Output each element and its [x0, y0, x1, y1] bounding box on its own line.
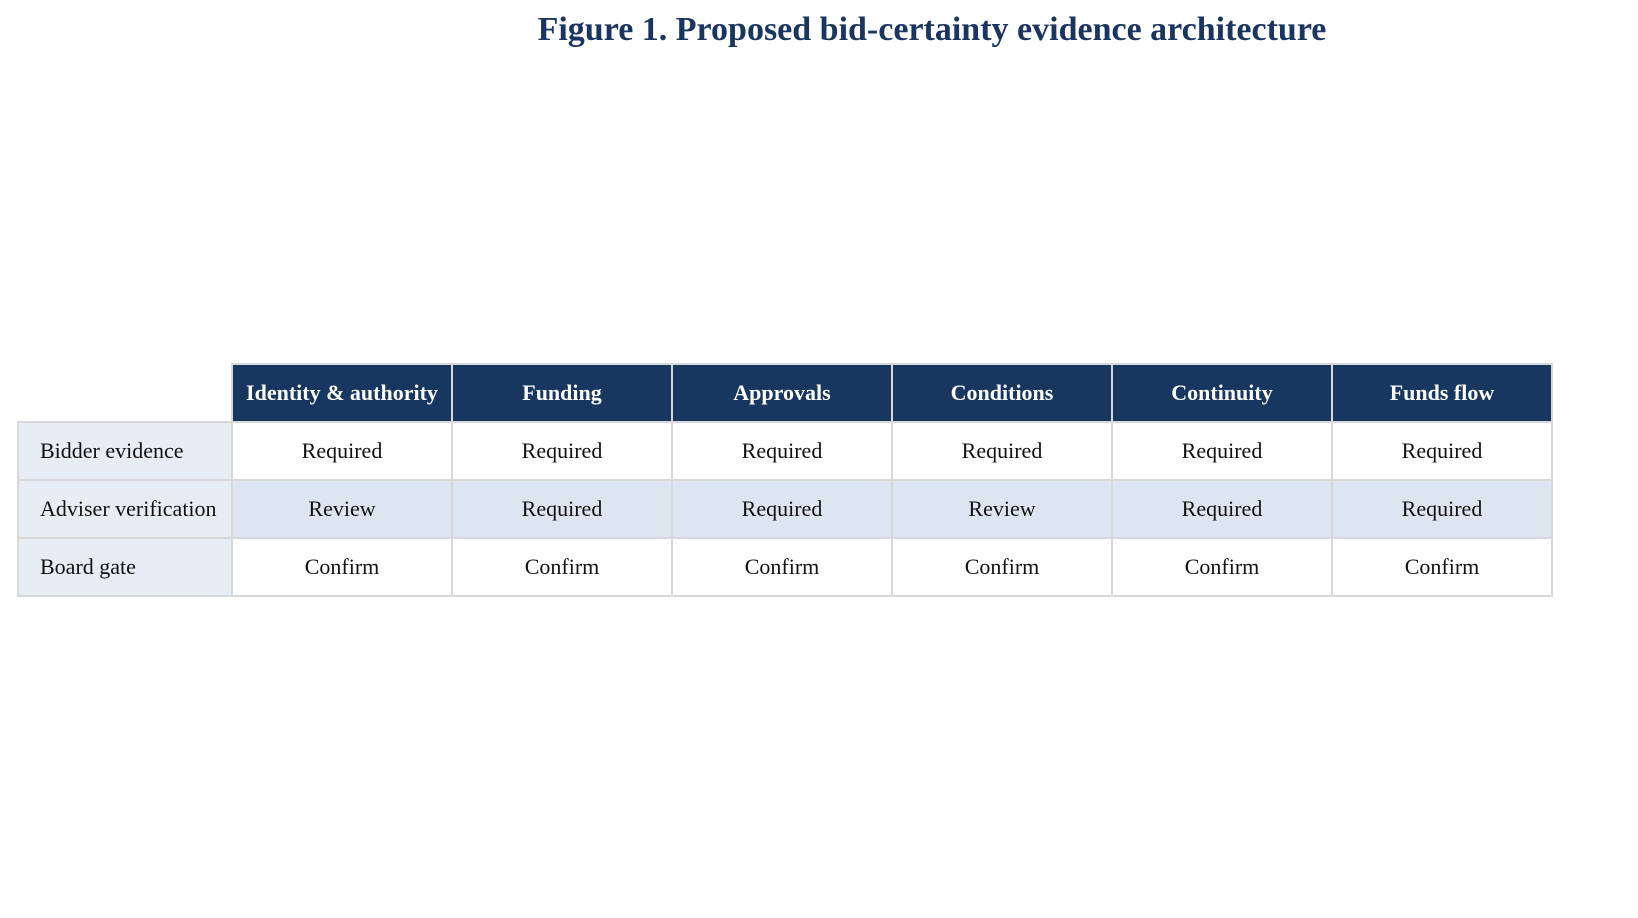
table-row-board-gate: [18, 538, 1552, 596]
row-label-board-gate: Board gate: [18, 538, 232, 596]
table-cell: Confirm: [452, 538, 672, 596]
column-header-funding: Funding: [452, 364, 672, 422]
evidence-matrix: [17, 363, 1553, 597]
column-header-conditions: Conditions: [892, 364, 1112, 422]
table-cell: Required: [672, 422, 892, 480]
table-cell: Required: [892, 422, 1112, 480]
table-cell: Required: [1112, 480, 1332, 538]
column-header-funds-flow: Funds flow: [1332, 364, 1552, 422]
table-row-adviser-verification: [18, 480, 1552, 538]
header-row: [18, 364, 1552, 422]
table-cell: Confirm: [892, 538, 1112, 596]
table-cell: Review: [892, 480, 1112, 538]
row-label-adviser-verification: Adviser verification: [18, 480, 232, 538]
table-cell: Required: [452, 422, 672, 480]
table-cell: Confirm: [1332, 538, 1552, 596]
row-label-bidder-evidence: Bidder evidence: [18, 422, 232, 480]
column-header-identity-authority: Identity & authority: [232, 364, 452, 422]
figure-title: Figure 1. Proposed bid-certainty evidence architecture: [537, 11, 1327, 48]
table-cell: Confirm: [1112, 538, 1332, 596]
table-cell: Confirm: [232, 538, 452, 596]
table-cell: Required: [1332, 480, 1552, 538]
table-cell: Required: [1112, 422, 1332, 480]
table-cell: Required: [232, 422, 452, 480]
table-cell: Required: [1332, 422, 1552, 480]
table-cell: Required: [452, 480, 672, 538]
table-cell: Confirm: [672, 538, 892, 596]
corner-cell: [18, 364, 232, 422]
table-cell: Required: [672, 480, 892, 538]
column-header-approvals: Approvals: [672, 364, 892, 422]
column-header-continuity: Continuity: [1112, 364, 1332, 422]
table-cell: Review: [232, 480, 452, 538]
table-row-bidder-evidence: [18, 422, 1552, 480]
